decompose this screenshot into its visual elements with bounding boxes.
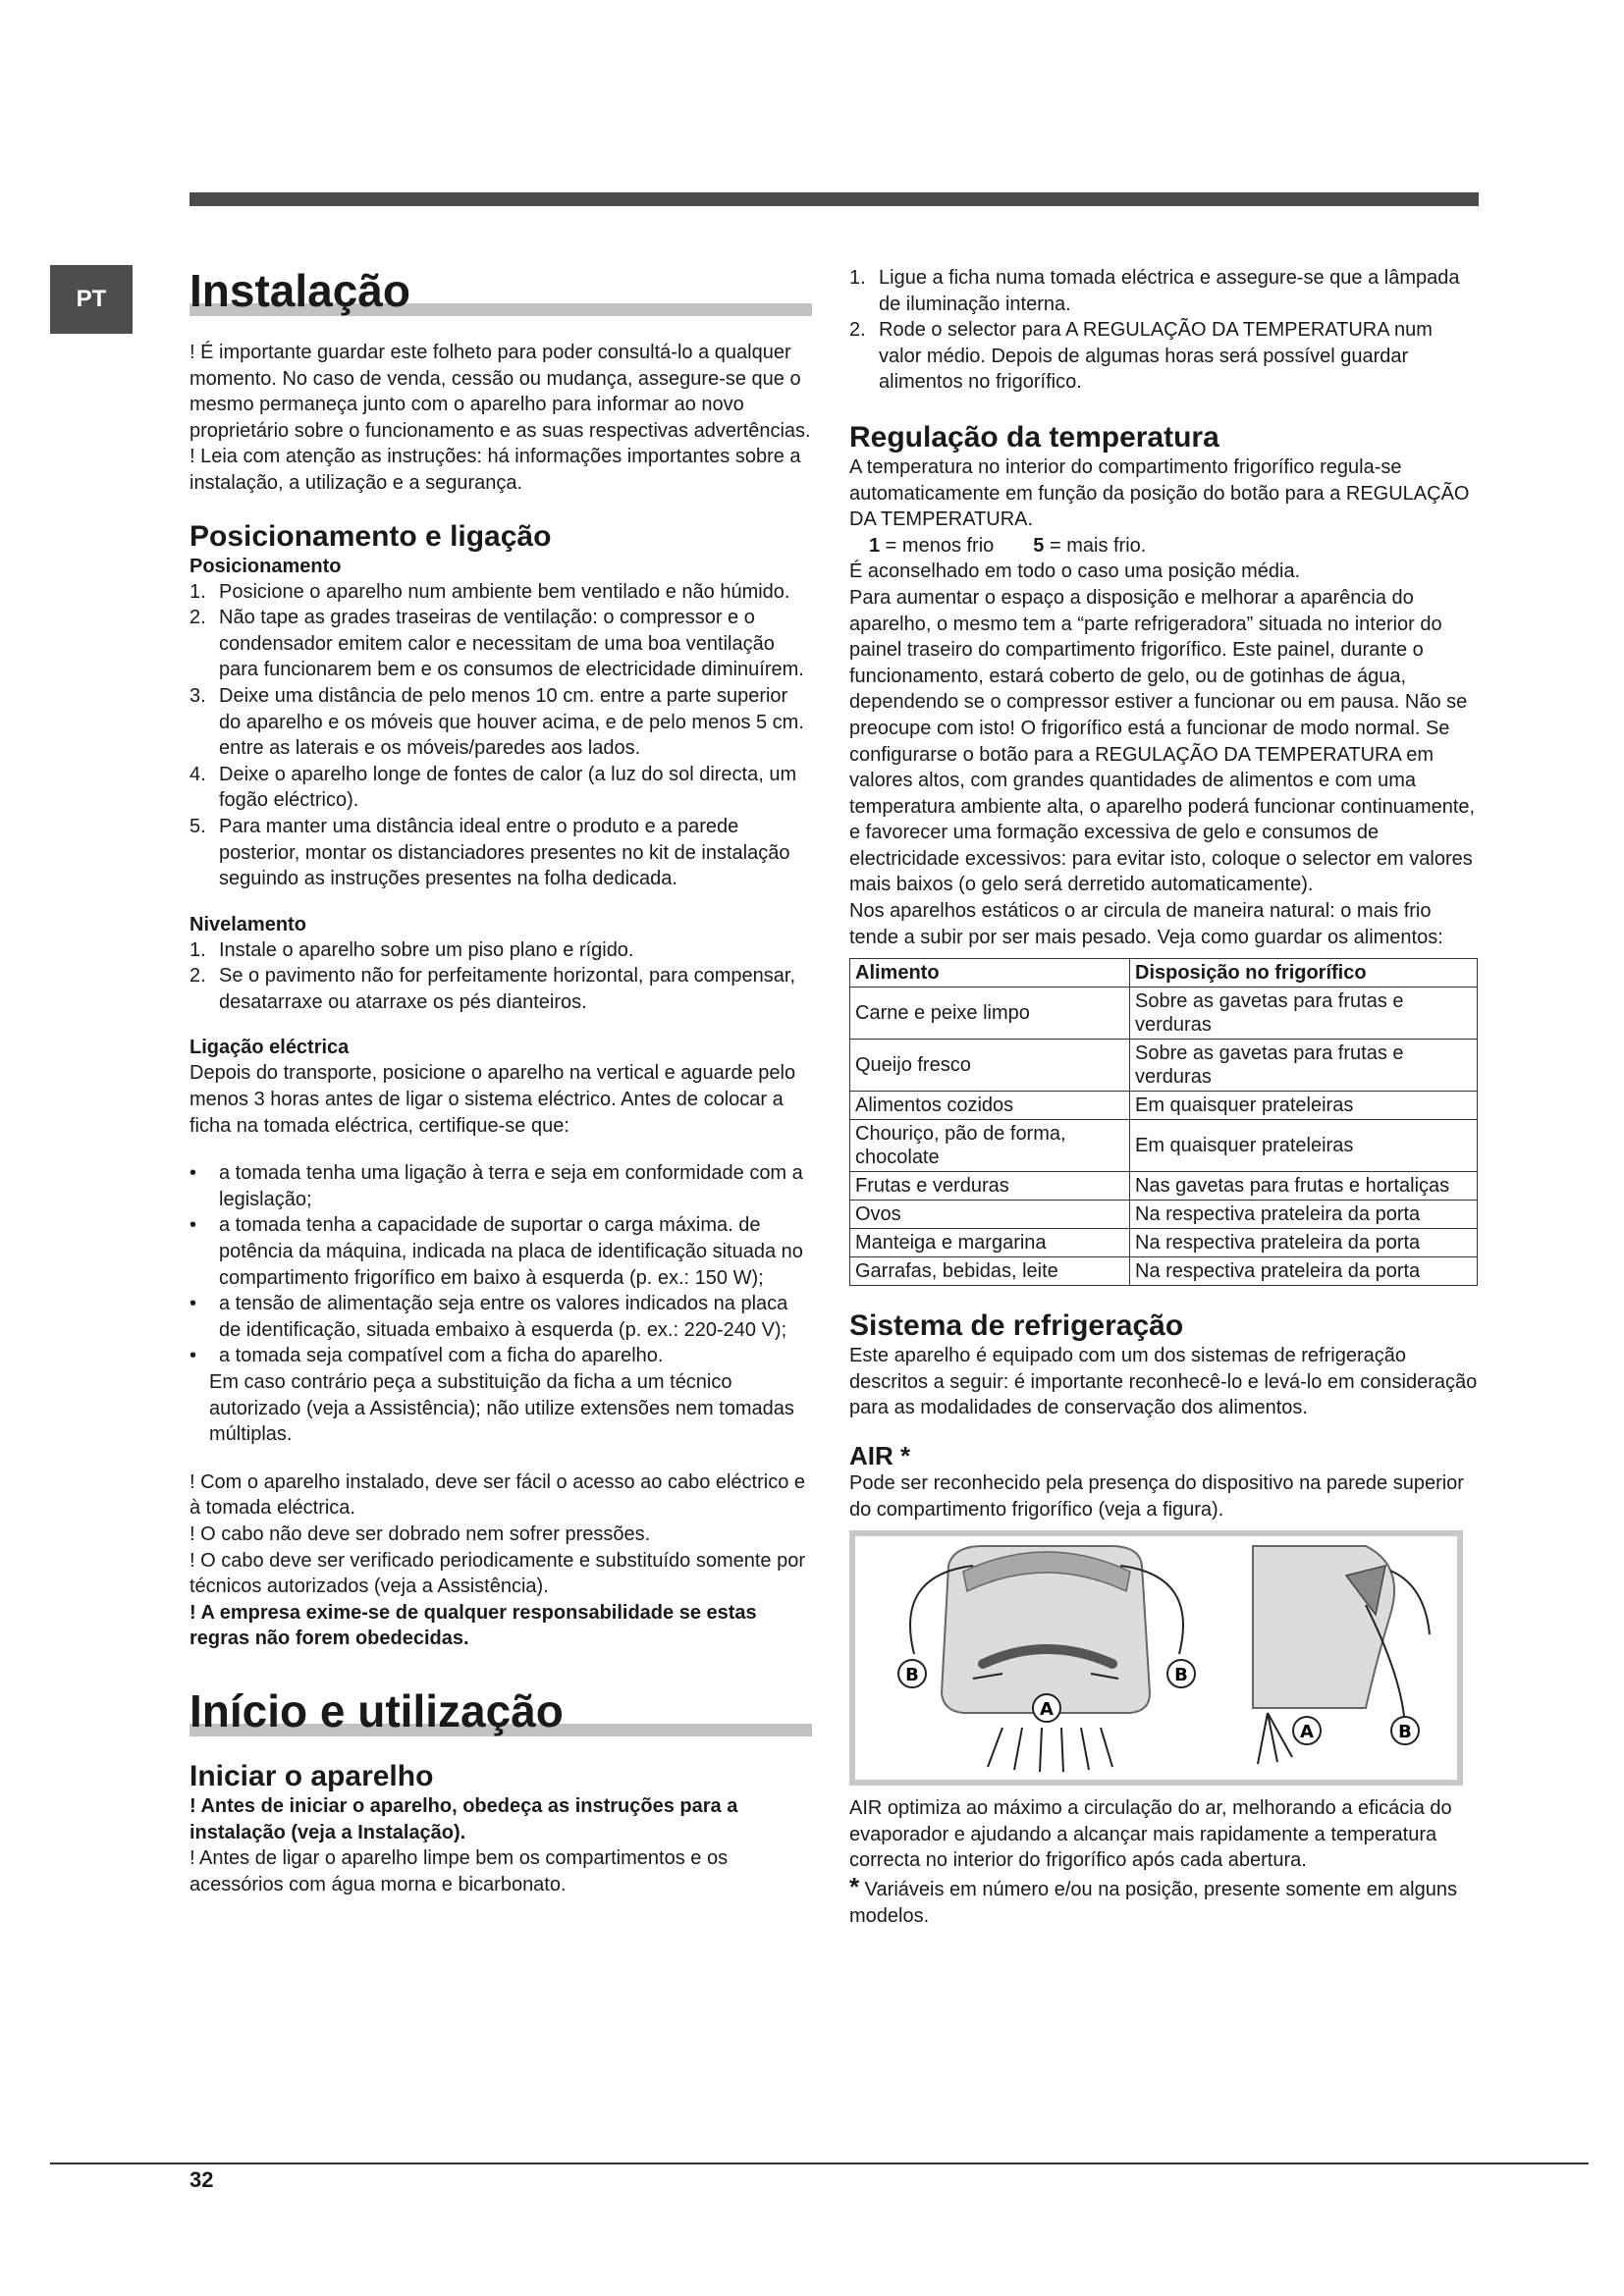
heading-air: AIR *: [849, 1441, 911, 1471]
language-tab: PT: [50, 265, 133, 334]
heading-install-wrap: [189, 265, 812, 316]
heading-start-use: Início e utilização: [189, 1684, 564, 1736]
table-header-cell: Disposição no frigorífico: [1130, 959, 1478, 988]
list-item: • a tensão de alimentação seja entre os valores indicados na placa de identificação, situada embaixo à esquerda (p. ex.: 220-240 V);: [189, 1291, 812, 1343]
air-paragraph: Pode ser reconhecido pela presença do dispositivo na parede superior do compartimento frigorífico (veja a figura).: [849, 1472, 1464, 1521]
heading-start-wrap: [189, 1685, 812, 1736]
air-circulation-paragraph: Nos aparelhos estáticos o ar circula de maneira natural: o mais frio tende a subir por ser mais pesado. Veja como guardar os alimentos:: [849, 900, 1443, 948]
electrical-bullets: [189, 1160, 812, 1369]
table-header-row: [850, 959, 1478, 988]
list-item: • a tomada seja compatível com a ficha do aparelho.: [189, 1343, 812, 1369]
temperature-details: Para aumentar o espaço a disposição e melhorar a aparência do aparelho, o mesmo tem a “parte refrigeradora” situada no interior do painel traseiro do compartimento frigorífico. Este painel, durante o funcionamento, estará coberto de gelo, ou de gotinhas de água, dependendo se o compressor estiver a funcionar ou em pausa. Não se preocupe com isto! O frigorífico está a funcionar de modo normal. Se configurarse o botão para a REGULAÇÃO DA TEMPERATURA em valores altos, com grandes quantidades de alimentos e com uma temperatura ambiente alta, o aparelho poderá funcionar continuamente, e favorecer uma formação excessiva de gelo e consumos de electricidade excessivos: para evitar isto, coloque o selector em valores mais baixos (o gelo será derretido automaticamente).: [849, 586, 1476, 896]
air-device-illustration: [855, 1536, 1457, 1780]
start-paragraph: ! Antes de ligar o aparelho limpe bem os compartimentos e os acessórios com água morna e bicarbonato.: [189, 1847, 729, 1896]
list-item: • a tomada tenha a capacidade de suportar o carga máxima. de potência da máquina, indicada na placa de identificação situada no compartimento frigorífico em baixo à esquerda (p. ex.: 150 W);: [189, 1212, 812, 1291]
list-item: 5. Para manter uma distância ideal entre o produto e a parede posterior, montar os distanciadores presentes no kit de instalação seguindo as instruções presentes na folha dedicada.: [189, 815, 790, 890]
subheading-positioning: Posicionamento: [189, 555, 342, 577]
table-row: Frutas e verduras Nas gavetas para frutas e hortaliças: [850, 1172, 1478, 1201]
electrical-after: Em caso contrário peça a substituição da ficha a um técnico autorizado (veja a Assistência); não utilize extensões nem tomadas múltiplas.: [209, 1371, 794, 1446]
temperature-scale: 1 = menos frio 5 = mais frio.: [869, 534, 1147, 557]
food-storage-table: [849, 958, 1478, 1286]
table-row: Carne e peixe limpo Sobre as gavetas para frutas e verduras: [850, 988, 1478, 1040]
heading-positioning: Posicionamento e ligação: [189, 519, 552, 553]
table-row: Alimentos cozidos Em quaisquer prateleiras: [850, 1092, 1478, 1120]
table-header-cell: Alimento: [850, 959, 1130, 988]
table-row: Queijo fresco Sobre as gavetas para frutas e verduras: [850, 1040, 1478, 1092]
temperature-paragraph: A temperatura no interior do compartimento frigorífico regula-se automaticamente em função da posição do botão para a REGULAÇÃO DA TEMPERATURA.: [849, 455, 1470, 531]
list-item: 1. Instale o aparelho sobre um piso plano e rígido.: [189, 938, 634, 961]
table-row: Garrafas, bebidas, leite Na respectiva prateleira da porta: [850, 1257, 1478, 1286]
heading-start-appliance: Iniciar o aparelho: [189, 1759, 434, 1792]
heading-temperature: Regulação da temperatura: [849, 420, 1219, 454]
footer-rule: [50, 2163, 1589, 2164]
list-item: 1. Posicione o aparelho num ambiente bem ventilado e não húmido.: [189, 580, 790, 603]
temperature-advice: É aconselhado em todo o caso uma posição média.: [849, 561, 1301, 583]
list-item: 3. Deixe uma distância de pelo menos 10 cm. entre a parte superior do aparelho e os móveis que houver acima, e de pelo menos 5 cm. entre as laterais e os móveis/paredes aos lados.: [189, 684, 804, 760]
list-item: 2. Rode o selector para A REGULAÇÃO DA TEMPERATURA num valor médio. Depois de algumas horas será possível guardar alimentos no frigorífico.: [849, 319, 1433, 394]
air-device-figure: [849, 1530, 1463, 1786]
subheading-leveling: Nivelamento: [189, 913, 306, 935]
intro-paragraph-1: ! É importante guardar este folheto para poder consultá-lo a qualquer momento. No caso de venda, cessão ou mudança, assegure-se que o mesmo permaneça junto com o aparelho para informar ao novo proprietário sobre o funcionamento e as suas respectivas advertências.: [189, 342, 811, 442]
cooling-system-paragraph: Este aparelho é equipado com um dos sistemas de refrigeração descritos a seguir: é importante reconhecê-lo e levá-lo em consideração para as modalidades de conservação dos alimentos.: [849, 1345, 1478, 1419]
left-column: [189, 265, 812, 1897]
list-item: 1. Ligue a ficha numa tomada eléctrica e assegure-se que a lâmpada de iluminação interna.: [849, 267, 1460, 315]
intro-paragraph-2: ! Leia com atenção as instruções: há informações importantes sobre a instalação, a utilização e a segurança.: [189, 446, 801, 494]
table-row: Ovos Na respectiva prateleira da porta: [850, 1201, 1478, 1229]
leveling-list: [189, 937, 812, 1016]
label-b-side: B: [1398, 1722, 1412, 1743]
air-benefit-paragraph: AIR optimiza ao máximo a circulação do ar, melhorando a eficácia do evaporador e ajudando a alcançar mais rapidamente a temperatura correcta no interior do frigorífico após cada abertura.: [849, 1797, 1452, 1872]
subheading-electrical: Ligação eléctrica: [189, 1037, 350, 1059]
start-warning: ! Antes de iniciar o aparelho, obedeça as instruções para a instalação (veja a Instalação).: [189, 1794, 738, 1843]
electrical-paragraph: Depois do transporte, posicione o aparelho na vertical e aguarde pelo menos 3 horas antes de ligar o sistema eléctrico. Antes de colocar a ficha na tomada eléctrica, certifique-se que:: [189, 1062, 796, 1137]
list-item: 2. Se o pavimento não for perfeitamente horizontal, para compensar, desatarraxe ou atarraxe os pés dianteiros.: [189, 965, 796, 1013]
label-b-left: B: [905, 1665, 919, 1686]
top-rule: [189, 192, 1479, 206]
right-column: [849, 265, 1478, 1929]
label-b-right: B: [1174, 1665, 1188, 1686]
label-a-left: A: [1040, 1699, 1054, 1721]
list-item: • a tomada tenha uma ligação à terra e seja em conformidade com a legislação;: [189, 1160, 812, 1212]
label-a-right: A: [1300, 1722, 1314, 1743]
heading-cooling-system: Sistema de refrigeração: [849, 1309, 1184, 1343]
page-number: 32: [189, 2167, 214, 2192]
table-row: Chouriço, pão de forma, chocolate Em quaisquer prateleiras: [850, 1120, 1478, 1172]
table-row: Manteiga e margarina Na respectiva prateleira da porta: [850, 1229, 1478, 1257]
warning-2: ! O cabo não deve ser dobrado nem sofrer pressões.: [189, 1522, 651, 1545]
heading-install: Instalação: [189, 265, 410, 316]
list-item: 4. Deixe o aparelho longe de fontes de calor (a luz do sol directa, um fogão eléctrico).: [189, 763, 797, 812]
warning-3: ! O cabo deve ser verificado periodicamente e substituído somente por técnicos autorizados (veja a Assistência).: [189, 1549, 806, 1598]
start-steps-list: [849, 265, 1478, 396]
list-item: 2. Não tape as grades traseiras de ventilação: o compressor e o condensador emitem calor e necessitam de uma boa ventilação para funcionarem bem e os consumos de electricidade diminuírem.: [189, 607, 804, 681]
warning-1: ! Com o aparelho instalado, deve ser fácil o acesso ao cabo eléctrico e à tomada eléctrica.: [189, 1470, 806, 1520]
footnote: * Variáveis em número e/ou na posição, presente somente em alguns modelos.: [849, 1872, 1457, 1927]
warning-4: ! A empresa exime-se de qualquer responsabilidade se estas regras não forem obedecidas.: [189, 1601, 757, 1650]
positioning-list: [189, 579, 812, 892]
